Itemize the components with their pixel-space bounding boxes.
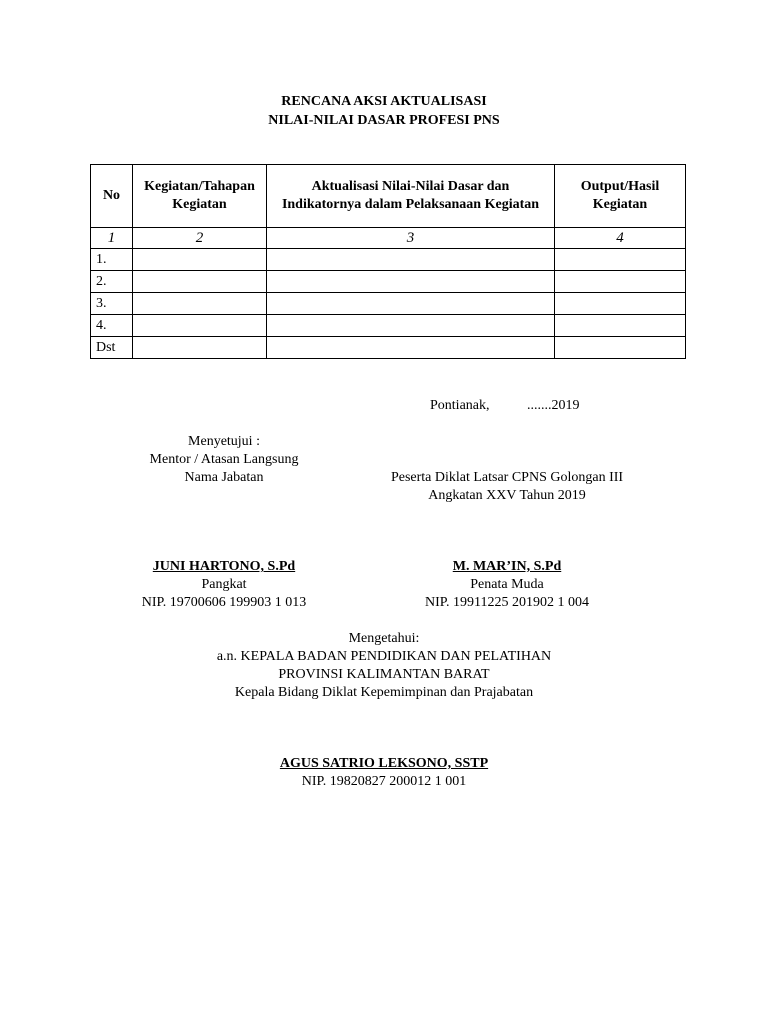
column-number: 4 — [555, 228, 686, 249]
place-city: Pontianak, — [430, 398, 490, 413]
table-cell — [267, 337, 555, 359]
participant-name: M. MAR’IN, S.Pd — [452, 559, 562, 574]
row-number: 4. — [91, 315, 133, 337]
table-cell — [555, 315, 686, 337]
action-plan-table — [90, 164, 686, 359]
row-number: Dst — [91, 337, 133, 359]
document-title-line2: NILAI-NILAI DASAR PROFESI PNS — [268, 113, 500, 128]
place-date: .......2019 — [527, 398, 580, 413]
table-cell — [133, 315, 267, 337]
mentor-nip: NIP. 19700606 199903 1 013 — [141, 595, 307, 610]
head-nip: NIP. 19820827 200012 1 001 — [301, 774, 467, 789]
row-number: 1. — [91, 249, 133, 271]
table-cell — [555, 271, 686, 293]
table-row — [91, 249, 686, 271]
table-cell — [267, 293, 555, 315]
table-cell — [267, 249, 555, 271]
table-cell — [133, 271, 267, 293]
mentor-position: Nama Jabatan — [184, 470, 264, 485]
participant-role-line1: Peserta Diklat Latsar CPNS Golongan III — [390, 470, 624, 485]
row-number: 2. — [91, 271, 133, 293]
mentor-name: JUNI HARTONO, S.Pd — [152, 559, 296, 574]
head-name: AGUS SATRIO LEKSONO, SSTP — [279, 756, 489, 771]
acknowledge-label: Mengetahui: — [348, 631, 420, 646]
acknowledge-line3: Kepala Bidang Diklat Kepemimpinan dan Prajabatan — [234, 685, 534, 700]
participant-nip: NIP. 19911225 201902 1 004 — [425, 595, 589, 610]
header-output: Output/Hasil Kegiatan — [555, 165, 686, 228]
acknowledge-line2: PROVINSI KALIMANTAN BARAT — [278, 667, 490, 682]
participant-rank: Penata Muda — [470, 577, 544, 592]
mentor-role: Mentor / Atasan Langsung — [149, 452, 299, 467]
table-cell — [267, 315, 555, 337]
table-cell — [555, 293, 686, 315]
table-cell — [133, 249, 267, 271]
table-cell — [555, 337, 686, 359]
column-number: 1 — [91, 228, 133, 249]
column-number: 2 — [133, 228, 267, 249]
table-cell — [267, 271, 555, 293]
table-row — [91, 271, 686, 293]
mentor-rank: Pangkat — [201, 577, 247, 592]
header-activity: Kegiatan/Tahapan Kegiatan — [133, 165, 267, 228]
table-cell — [555, 249, 686, 271]
header-no: No — [91, 165, 133, 228]
header-actualization: Aktualisasi Nilai-Nilai Dasar dan Indikatornya dalam Pelaksanaan Kegiatan — [267, 165, 555, 228]
table-row — [91, 315, 686, 337]
table-row — [91, 337, 686, 359]
row-number: 3. — [91, 293, 133, 315]
column-number: 3 — [267, 228, 555, 249]
table-cell — [133, 293, 267, 315]
table-cell — [133, 337, 267, 359]
table-row — [91, 293, 686, 315]
table-header-row — [91, 165, 686, 228]
acknowledge-line1: a.n. KEPALA BADAN PENDIDIKAN DAN PELATIHAN — [216, 649, 552, 664]
participant-role-line2: Angkatan XXV Tahun 2019 — [428, 488, 586, 503]
document-title-line1: RENCANA AKSI AKTUALISASI — [281, 94, 487, 109]
column-number-row — [91, 228, 686, 249]
approve-label: Menyetujui : — [188, 434, 260, 449]
